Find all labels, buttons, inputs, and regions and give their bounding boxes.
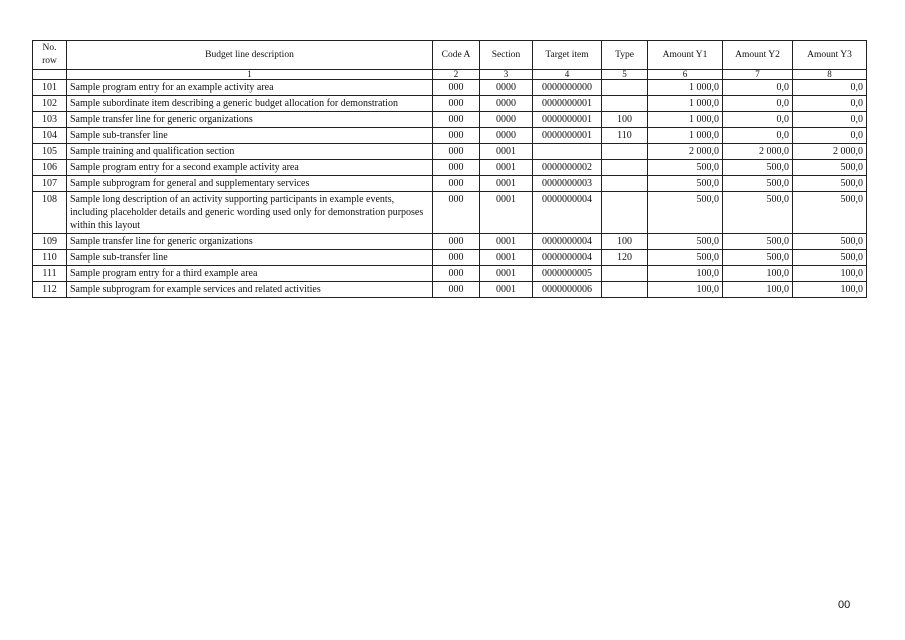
row-sum2-cell: 500,0 xyxy=(723,250,793,266)
row-target-cell: 0000000001 xyxy=(533,128,602,144)
table-body xyxy=(33,80,867,298)
row-sum1-cell: 1 000,0 xyxy=(648,96,723,112)
row-code-cell: 000 xyxy=(433,250,480,266)
row-section-cell: 0001 xyxy=(480,144,533,160)
row-target-cell: 0000000004 xyxy=(533,234,602,250)
column-number: 7 xyxy=(723,70,793,80)
column-number: 6 xyxy=(648,70,723,80)
row-section-cell: 0001 xyxy=(480,282,533,298)
budget-table xyxy=(32,40,867,298)
row-name-cell: Sample program entry for a second example activity area xyxy=(67,160,433,176)
row-target-cell: 0000000004 xyxy=(533,192,602,234)
row-number-cell: 105 xyxy=(33,144,67,160)
table-row xyxy=(33,234,867,250)
header-target: Target item xyxy=(533,41,602,70)
column-number: 4 xyxy=(533,70,602,80)
column-number: 1 xyxy=(67,70,433,80)
row-number-cell: 112 xyxy=(33,282,67,298)
row-sum2-cell: 500,0 xyxy=(723,176,793,192)
row-code-cell: 000 xyxy=(433,144,480,160)
row-sum1-cell: 500,0 xyxy=(648,234,723,250)
header-sum-1: Amount Y1 xyxy=(648,41,723,70)
row-kind-cell xyxy=(602,80,648,96)
table-row xyxy=(33,80,867,96)
row-number-cell: 110 xyxy=(33,250,67,266)
row-code-cell: 000 xyxy=(433,282,480,298)
row-code-cell: 000 xyxy=(433,160,480,176)
row-code-cell: 000 xyxy=(433,176,480,192)
row-sum3-cell: 0,0 xyxy=(793,112,867,128)
row-code-cell: 000 xyxy=(433,266,480,282)
row-number-cell: 109 xyxy=(33,234,67,250)
row-name-cell: Sample subprogram for general and supplementary services xyxy=(67,176,433,192)
column-number-row xyxy=(33,70,867,80)
row-sum1-cell: 1 000,0 xyxy=(648,112,723,128)
row-number-cell: 111 xyxy=(33,266,67,282)
row-section-cell: 0000 xyxy=(480,128,533,144)
row-sum3-cell: 500,0 xyxy=(793,176,867,192)
table-row xyxy=(33,176,867,192)
row-name-cell: Sample subprogram for example services and related activities xyxy=(67,282,433,298)
row-number-cell: 102 xyxy=(33,96,67,112)
row-name-cell: Sample subordinate item describing a generic budget allocation for demonstration xyxy=(67,96,433,112)
table-row xyxy=(33,96,867,112)
row-code-cell: 000 xyxy=(433,128,480,144)
row-section-cell: 0001 xyxy=(480,192,533,234)
row-sum1-cell: 100,0 xyxy=(648,282,723,298)
row-kind-cell: 100 xyxy=(602,112,648,128)
row-name-cell: Sample program entry for an example activity area xyxy=(67,80,433,96)
row-sum3-cell: 500,0 xyxy=(793,250,867,266)
row-sum3-cell: 500,0 xyxy=(793,160,867,176)
row-name-cell: Sample transfer line for generic organizations xyxy=(67,234,433,250)
column-number: 2 xyxy=(433,70,480,80)
row-sum3-cell: 500,0 xyxy=(793,192,867,234)
row-target-cell: 0000000001 xyxy=(533,112,602,128)
row-sum1-cell: 500,0 xyxy=(648,250,723,266)
row-target-cell: 0000000000 xyxy=(533,80,602,96)
header-sum-3: Amount Y3 xyxy=(793,41,867,70)
row-kind-cell: 120 xyxy=(602,250,648,266)
row-sum1-cell: 1 000,0 xyxy=(648,128,723,144)
row-sum3-cell: 0,0 xyxy=(793,128,867,144)
row-section-cell: 0001 xyxy=(480,266,533,282)
row-target-cell: 0000000004 xyxy=(533,250,602,266)
header-name: Budget line description xyxy=(67,41,433,70)
table-row xyxy=(33,192,867,234)
row-sum1-cell: 500,0 xyxy=(648,192,723,234)
table-row xyxy=(33,144,867,160)
header-row-no: No. row xyxy=(33,41,67,70)
row-sum2-cell: 100,0 xyxy=(723,266,793,282)
column-number: 3 xyxy=(480,70,533,80)
header-section: Section xyxy=(480,41,533,70)
row-target-cell: 0000000002 xyxy=(533,160,602,176)
row-section-cell: 0000 xyxy=(480,80,533,96)
row-number-cell: 104 xyxy=(33,128,67,144)
row-sum3-cell: 0,0 xyxy=(793,80,867,96)
table-row xyxy=(33,250,867,266)
row-sum2-cell: 100,0 xyxy=(723,282,793,298)
column-number: 8 xyxy=(793,70,867,80)
row-sum2-cell: 500,0 xyxy=(723,192,793,234)
row-sum1-cell: 500,0 xyxy=(648,160,723,176)
row-sum2-cell: 0,0 xyxy=(723,128,793,144)
table-row xyxy=(33,128,867,144)
row-name-cell: Sample program entry for a third example area xyxy=(67,266,433,282)
row-sum1-cell: 500,0 xyxy=(648,176,723,192)
row-section-cell: 0001 xyxy=(480,234,533,250)
row-target-cell: 0000000006 xyxy=(533,282,602,298)
row-sum2-cell: 0,0 xyxy=(723,80,793,96)
row-section-cell: 0000 xyxy=(480,112,533,128)
row-kind-cell xyxy=(602,144,648,160)
row-number-cell: 107 xyxy=(33,176,67,192)
table-row xyxy=(33,160,867,176)
table-row xyxy=(33,112,867,128)
row-kind-cell xyxy=(602,160,648,176)
row-number-cell: 106 xyxy=(33,160,67,176)
row-target-cell xyxy=(533,144,602,160)
row-sum2-cell: 500,0 xyxy=(723,234,793,250)
row-sum3-cell: 0,0 xyxy=(793,96,867,112)
row-sum2-cell: 500,0 xyxy=(723,160,793,176)
row-sum2-cell: 0,0 xyxy=(723,112,793,128)
row-code-cell: 000 xyxy=(433,112,480,128)
table-row xyxy=(33,282,867,298)
row-sum3-cell: 100,0 xyxy=(793,282,867,298)
row-kind-cell xyxy=(602,96,648,112)
row-sum1-cell: 1 000,0 xyxy=(648,80,723,96)
column-number xyxy=(33,70,67,80)
row-sum1-cell: 100,0 xyxy=(648,266,723,282)
row-code-cell: 000 xyxy=(433,80,480,96)
row-kind-cell xyxy=(602,192,648,234)
row-sum3-cell: 500,0 xyxy=(793,234,867,250)
row-sum2-cell: 2 000,0 xyxy=(723,144,793,160)
row-name-cell: Sample training and qualification section xyxy=(67,144,433,160)
row-section-cell: 0001 xyxy=(480,176,533,192)
row-name-cell: Sample transfer line for generic organizations xyxy=(67,112,433,128)
row-target-cell: 0000000003 xyxy=(533,176,602,192)
row-section-cell: 0001 xyxy=(480,250,533,266)
row-sum1-cell: 2 000,0 xyxy=(648,144,723,160)
row-section-cell: 0000 xyxy=(480,96,533,112)
row-sum3-cell: 2 000,0 xyxy=(793,144,867,160)
row-kind-cell: 100 xyxy=(602,234,648,250)
page-number: 00 xyxy=(838,599,851,611)
row-section-cell: 0001 xyxy=(480,160,533,176)
row-kind-cell xyxy=(602,176,648,192)
header-sum-2: Amount Y2 xyxy=(723,41,793,70)
row-target-cell: 0000000001 xyxy=(533,96,602,112)
row-code-cell: 000 xyxy=(433,234,480,250)
row-target-cell: 0000000005 xyxy=(533,266,602,282)
row-code-cell: 000 xyxy=(433,96,480,112)
row-sum2-cell: 0,0 xyxy=(723,96,793,112)
table-row xyxy=(33,266,867,282)
row-kind-cell: 110 xyxy=(602,128,648,144)
row-kind-cell xyxy=(602,282,648,298)
row-name-cell: Sample long description of an activity supporting participants in example events, including placeholder details and generic wording used only for demonstration purposes within this layout xyxy=(67,192,433,234)
table-header-row xyxy=(33,41,867,70)
row-name-cell: Sample sub-transfer line xyxy=(67,250,433,266)
header-code: Code A xyxy=(433,41,480,70)
row-sum3-cell: 100,0 xyxy=(793,266,867,282)
row-name-cell: Sample sub-transfer line xyxy=(67,128,433,144)
row-number-cell: 101 xyxy=(33,80,67,96)
column-number: 5 xyxy=(602,70,648,80)
row-number-cell: 108 xyxy=(33,192,67,234)
row-number-cell: 103 xyxy=(33,112,67,128)
row-kind-cell xyxy=(602,266,648,282)
row-code-cell: 000 xyxy=(433,192,480,234)
header-kind: Type xyxy=(602,41,648,70)
